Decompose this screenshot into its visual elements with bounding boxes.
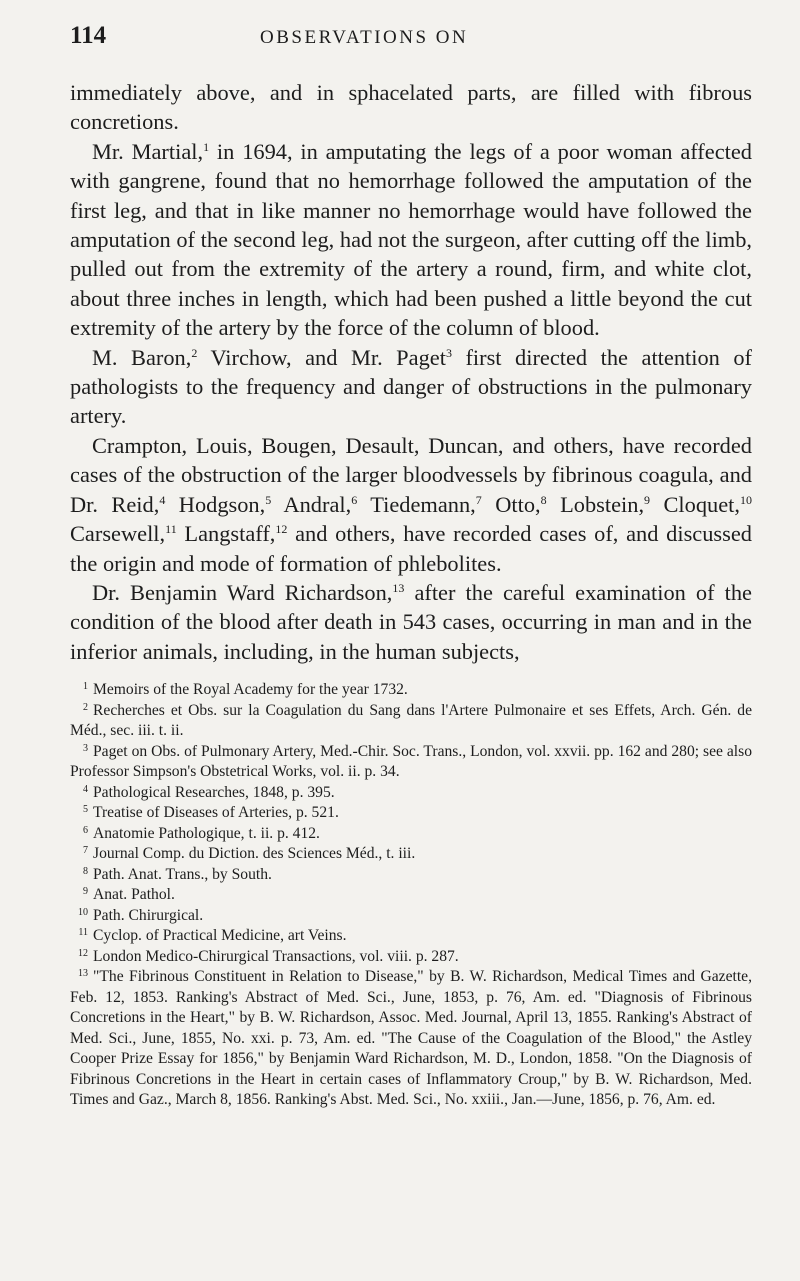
footnote: 11 Cyclop. of Practical Medicine, art Veins. — [78, 927, 347, 945]
footnote-ref: 11 — [165, 522, 177, 537]
footnote: 2 Recherches et Obs. sur la Coagulation du Sang dans l'Artere Pulmonaire et ses Effets, Arch. Gén. de Méd., sec. iii. t. ii. — [70, 701, 752, 740]
footnotes — [70, 680, 752, 1111]
footnote-text: Paget on Obs. of Pulmonary Artery, Med.-Chir. Soc. Trans., London, vol. xxvii. pp. 162 and 280; see also Professor Simpson's Obstetrical Works, vol. ii. p. 34. — [70, 742, 752, 781]
paragraph-text: Otto, — [481, 491, 541, 517]
paragraph — [70, 431, 752, 578]
footnote-text: Journal Comp. du Diction. des Sciences Méd., t. iii. — [93, 845, 416, 863]
paragraph — [70, 578, 752, 666]
footnote-ref: 10 — [740, 492, 752, 507]
paragraph-text: Cloquet, — [650, 491, 740, 517]
footnote-ref: 9 — [644, 492, 651, 507]
paragraph — [70, 78, 752, 137]
footnote-ref: 3 — [445, 345, 452, 360]
paragraph-text: and others, have recorded cases of, and discussed the origin and mode of formation of phlebolites. — [70, 521, 752, 576]
paragraph — [70, 343, 752, 431]
paragraph-text: Virchow, and Mr. Paget — [197, 344, 446, 370]
paragraph-text: in 1694, in amputating the legs of a poor woman affected with gangrene, found that no hemorrhage followed the amputation of the first leg, and that in like manner no hemorrhage would have followed the amputation of the second leg, had not the surgeon, after cutting off the limb, pulled out from the extremity of the artery a round, firm, and white clot, about three inches in length, which had been pushed a little beyond the cut extremity of the artery by the force of the column of blood. — [70, 138, 752, 341]
page-header — [70, 22, 752, 78]
footnote: 13 "The Fibrinous Constituent in Relation to Disease," by B. W. Richardson, Medical Times and Gazette, Feb. 12, 1853. Ranking's Abstract of Med. Sci., June, 1853, p. 76, Am. ed. "Diagnosis of Fibrinous Concretions in the Heart," by B. W. Richardson, Assoc. Med. Journal, April 13, 1855. Ranking's Abstract of Med. Sci., June, 1855, No. xxi. p. 73, Am. ed. "The Cause of the Coagulation of the Blood," the Astley Cooper Prize Essay for 1856," by Benjamin Ward Richardson, M. D., London, 1858. "On the Diagnosis of Fibrinous Concretions in the Heart in certain cases of Inflammatory Croup," by B. W. Richardson, Med. Times and Gaz., March 8, 1856. Ranking's Abst. Med. Sci., No. xxiii., Jan.—June, 1856, p. 76, Am. ed. — [70, 968, 752, 1109]
footnote-ref: 7 — [475, 492, 482, 507]
footnote-ref: 5 — [265, 492, 272, 507]
paragraph-text: Dr. Benjamin Ward Richardson, — [92, 579, 393, 605]
footnote-text: "The Fibrinous Constituent in Relation to Disease," by B. W. Richardson, Medical Times and Gazette, Feb. 12, 1853. Ranking's Abstract of Med. Sci., June, 1853, p. 76, Am. ed. "Diagnosis of Fibrinous Concretions in the Heart," by B. W. Richardson, Assoc. Med. Journal, April 13, 1855. Ranking's Abstract of Med. Sci., June, 1855, No. xxi. p. 73, Am. ed. "The Cause of the Coagulation of the Blood," the Astley Cooper Prize Essay for 1856," by Benjamin Ward Richardson, M. D., London, 1858. "On the Diagnosis of Fibrinous Concretions in the Heart in certain cases of Inflammatory Croup," by B. W. Richardson, Med. Times and Gaz., March 8, 1856. Ranking's Abst. Med. Sci., No. xxiii., Jan.—June, 1856, p. 76, Am. ed. — [70, 968, 752, 1109]
footnote: 5 Treatise of Diseases of Arteries, p. 521. — [83, 804, 339, 822]
paragraph-text: Carsewell, — [70, 521, 166, 547]
footnote-text: Anat. Pathol. — [93, 886, 175, 904]
page-number: 114 — [70, 22, 107, 49]
footnote: 12 London Medico-Chirurgical Transactions, vol. viii. p. 287. — [78, 947, 459, 965]
footnote-ref: 12 — [275, 522, 288, 537]
paragraph-text: after the careful examination of the condition of the blood after death in 543 cases, occurring in man and in the inferior animals, including, in the human subjects, — [70, 579, 752, 664]
paragraph-text: Lobstein, — [546, 491, 645, 517]
body-text — [70, 78, 752, 666]
footnote: 7 Journal Comp. du Diction. des Sciences Méd., t. iii. — [83, 845, 416, 863]
footnote: 10 Path. Chirurgical. — [78, 906, 204, 924]
footnote: 1 Memoirs of the Royal Academy for the year 1732. — [83, 681, 408, 699]
footnote-text: London Medico-Chirurgical Transactions, vol. viii. p. 287. — [93, 947, 459, 965]
footnote-ref: 1 — [203, 139, 210, 154]
paragraph-text: Andral, — [271, 491, 352, 517]
paragraph-text: Tiedemann, — [357, 491, 476, 517]
footnote: 8 Path. Anat. Trans., by South. — [83, 865, 272, 883]
footnote-ref: 4 — [159, 492, 166, 507]
paragraph-text: immediately above, and in sphacelated parts, are filled with fibrous concretions. — [70, 80, 752, 135]
footnote: 6 Anatomie Pathologique, t. ii. p. 412. — [83, 824, 320, 842]
footnote: 3 Paget on Obs. of Pulmonary Artery, Med.-Chir. Soc. Trans., London, vol. xxvii. pp. 162 and 280; see also Professor Simpson's Obstetrical Works, vol. ii. p. 34. — [70, 742, 752, 781]
footnote-ref: 2 — [191, 345, 198, 360]
paragraph — [70, 137, 752, 343]
footnote-text: Cyclop. of Practical Medicine, art Veins. — [93, 927, 347, 945]
footnote: 9 Anat. Pathol. — [83, 886, 175, 904]
paragraph-text: M. Baron, — [92, 344, 192, 370]
footnote: 4 Pathological Researches, 1848, p. 395. — [83, 783, 335, 801]
paragraph-text: Mr. Martial, — [92, 138, 204, 164]
footnote-ref: 8 — [540, 492, 547, 507]
footnote-text: Path. Anat. Trans., by South. — [93, 865, 272, 883]
footnote-ref: 6 — [351, 492, 358, 507]
paragraph-text: Langstaff, — [176, 521, 276, 547]
paragraph-text: first directed the attention of pathologists to the frequency and danger of obstructions in the pulmonary artery. — [70, 344, 753, 429]
footnote-text: Recherches et Obs. sur la Coagulation du Sang dans l'Artere Pulmonaire et ses Effets, Arch. Gén. de Méd., sec. iii. t. ii. — [70, 701, 752, 740]
footnote-text: Treatise of Diseases of Arteries, p. 521. — [93, 804, 339, 822]
running-title: OBSERVATIONS ON — [260, 27, 469, 48]
footnote-text: Path. Chirurgical. — [93, 906, 204, 924]
footnote-text: Anatomie Pathologique, t. ii. p. 412. — [93, 824, 320, 842]
paragraph-text: Hodgson, — [165, 491, 266, 517]
footnote-text: Memoirs of the Royal Academy for the year 1732. — [93, 681, 408, 699]
footnote-ref: 13 — [392, 580, 405, 595]
footnote-text: Pathological Researches, 1848, p. 395. — [93, 783, 335, 801]
paragraph-text: Crampton, Louis, Bougen, Desault, Duncan, and others, have recorded cases of the obstruction of the larger bloodvessels by fibrinous coagula, and Dr. Reid, — [70, 432, 752, 517]
